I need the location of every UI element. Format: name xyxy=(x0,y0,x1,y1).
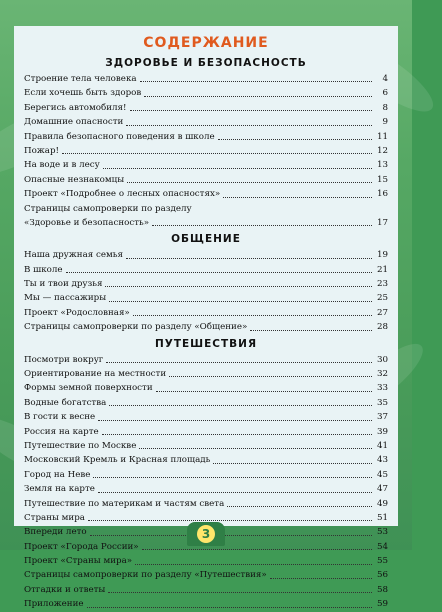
toc-entry-page: 19 xyxy=(376,250,388,261)
dot-leader xyxy=(102,434,372,435)
toc-entry-title: Город на Неве xyxy=(24,469,91,480)
toc-entry-page: 13 xyxy=(376,160,388,171)
dot-leader xyxy=(98,492,372,493)
toc-entry[interactable] xyxy=(24,306,388,320)
toc-entry[interactable] xyxy=(24,554,388,568)
toc-entry[interactable] xyxy=(24,367,388,381)
toc-entry[interactable] xyxy=(24,353,388,367)
toc-entry-page: 17 xyxy=(376,217,388,228)
toc-entry-page: 32 xyxy=(376,369,388,380)
toc-entry-title: Страницы самопроверки по разделу «Общение» xyxy=(24,322,248,333)
toc-entry-page: 28 xyxy=(376,322,388,333)
toc-entry[interactable] xyxy=(24,187,388,201)
toc-entry-title: Путешествие по материкам и частям света xyxy=(24,498,225,509)
dot-leader xyxy=(93,477,372,478)
toc-entry-page: 51 xyxy=(376,512,388,523)
toc-entry-page: 23 xyxy=(376,279,388,290)
toc-entry-page: 59 xyxy=(376,599,388,610)
toc-entry-page: 56 xyxy=(376,570,388,581)
dot-leader xyxy=(66,272,372,273)
toc-entry-title: Россия на карте xyxy=(24,426,99,437)
toc-entry-title: Посмотри вокруг xyxy=(24,354,104,365)
toc-entry[interactable] xyxy=(24,158,388,172)
toc-entry-title: Ориентирование на местности xyxy=(24,369,167,380)
dot-leader xyxy=(144,96,372,97)
toc-entry[interactable] xyxy=(24,396,388,410)
section-heading: ЗДОРОВЬЕ И БЕЗОПАСНОСТЬ xyxy=(105,57,307,69)
dot-leader xyxy=(227,506,372,507)
dot-leader xyxy=(223,197,372,198)
toc-entry-page: 41 xyxy=(376,440,388,451)
toc-entry-page: 45 xyxy=(376,469,388,480)
toc-entry-page: 9 xyxy=(382,117,388,128)
toc-entry[interactable] xyxy=(24,497,388,511)
dot-leader xyxy=(90,535,372,536)
toc-entry-title: Берегись автомобиля! xyxy=(24,102,127,113)
toc-entry[interactable] xyxy=(24,410,388,424)
toc-entry-page: 11 xyxy=(376,131,388,142)
toc-entry-title: В школе xyxy=(24,264,63,275)
dot-leader xyxy=(98,420,372,421)
dot-leader xyxy=(169,376,372,377)
toc-entry-title: Московский Кремль и Красная площадь xyxy=(24,455,211,466)
toc-entry[interactable] xyxy=(24,144,388,158)
toc-entry-page: 30 xyxy=(376,354,388,365)
toc-entry-title: Ты и твои друзья xyxy=(24,279,103,290)
toc-entry[interactable] xyxy=(24,583,388,597)
toc-entry-page: 8 xyxy=(382,102,388,113)
toc-entry-title: Наша дружная семья xyxy=(24,250,123,261)
toc-entry-page: 25 xyxy=(376,293,388,304)
toc-entry-title: Водные богатства xyxy=(24,397,107,408)
dot-leader xyxy=(108,592,372,593)
toc-entry[interactable] xyxy=(24,72,388,86)
toc-entry[interactable] xyxy=(24,86,388,100)
toc-entry-title: Страницы самопроверки по разделу «Путешествия» xyxy=(24,570,267,581)
dot-leader xyxy=(105,286,372,287)
toc-entry-page: 12 xyxy=(376,145,388,156)
dot-leader xyxy=(62,153,372,154)
toc-entry[interactable] xyxy=(24,277,388,291)
toc-entry-title: Впереди лето xyxy=(24,527,87,538)
dot-leader xyxy=(218,139,372,140)
toc-entry[interactable] xyxy=(24,291,388,305)
dot-leader xyxy=(213,463,372,464)
toc-entry-page: 39 xyxy=(376,426,388,437)
toc-entry-title: Если хочешь быть здоров xyxy=(24,88,142,99)
toc-entry-page: 55 xyxy=(376,556,388,567)
toc-entry-title: Путешествие по Москве xyxy=(24,440,137,451)
toc-entry[interactable] xyxy=(24,453,388,467)
toc-entry[interactable] xyxy=(24,597,388,611)
dot-leader xyxy=(103,168,372,169)
toc-entry[interactable] xyxy=(24,482,388,496)
toc-entry-page: 54 xyxy=(376,541,388,552)
toc-entry[interactable] xyxy=(24,115,388,129)
toc-entry-title: Приложение xyxy=(24,599,84,610)
toc-entry-title: Проект «Подробнее о лесных опасностях» xyxy=(24,189,221,200)
dot-leader xyxy=(126,258,372,259)
toc-entry-title: Пожар! xyxy=(24,145,60,156)
page-title: СОДЕРЖАНИЕ xyxy=(143,35,269,51)
toc-entry-page: 35 xyxy=(376,397,388,408)
contents-panel xyxy=(14,26,398,610)
section-heading: ПУТЕШЕСТВИЯ xyxy=(154,337,258,350)
dot-leader xyxy=(126,125,372,126)
dot-leader xyxy=(152,225,372,226)
toc-entry-page: 6 xyxy=(382,88,388,99)
toc-entry[interactable] xyxy=(24,439,388,453)
toc-entry-title: Правила безопасного поведения в школе xyxy=(24,131,215,142)
toc-entry[interactable] xyxy=(24,248,388,262)
toc-entry-page: 4 xyxy=(382,73,388,84)
toc-entry-title: Проект «Города России» xyxy=(24,541,139,552)
toc-entry-page: 53 xyxy=(376,527,388,538)
toc-entry-title: Формы земной поверхности xyxy=(24,383,153,394)
toc-entry[interactable] xyxy=(24,569,388,583)
toc-entry-title: Страницы самопроверки по разделу xyxy=(24,203,192,214)
toc-entry[interactable] xyxy=(24,468,388,482)
toc-entry-page: 37 xyxy=(376,412,388,423)
dot-leader xyxy=(250,330,372,331)
toc-entry[interactable] xyxy=(24,216,388,230)
toc-entry-title: Земля на карте xyxy=(24,484,95,495)
toc-entry-title: Домашние опасности xyxy=(24,117,124,128)
toc-entry-page: 58 xyxy=(376,584,388,595)
toc-entry-title: Строение тела человека xyxy=(24,73,137,84)
toc-entry-title: В гости к весне xyxy=(24,412,96,423)
toc-entry-page: 47 xyxy=(376,484,388,495)
toc-entry-title: Страны мира xyxy=(24,512,85,523)
dot-leader xyxy=(142,549,372,550)
toc-entry-page: 21 xyxy=(376,264,388,275)
dot-leader xyxy=(135,564,372,565)
toc-entry-title: Опасные незнакомцы xyxy=(24,174,125,185)
toc-entry-title: Отгадки и ответы xyxy=(24,584,106,595)
dot-leader xyxy=(133,315,372,316)
toc-entry[interactable] xyxy=(24,263,388,277)
toc-entry[interactable] xyxy=(24,320,388,334)
toc-entry[interactable] xyxy=(24,173,388,187)
dot-leader xyxy=(270,578,372,579)
toc-entry[interactable] xyxy=(24,101,388,115)
toc-entry-page: 15 xyxy=(376,174,388,185)
dot-leader xyxy=(88,520,372,521)
toc-entry[interactable] xyxy=(24,381,388,395)
dot-leader xyxy=(140,81,372,82)
toc-entry-title: «Здоровье и безопасность» xyxy=(24,217,150,228)
toc-entry[interactable] xyxy=(24,202,388,216)
toc-entry[interactable] xyxy=(24,130,388,144)
toc-entry-title: Проект «Родословная» xyxy=(24,307,130,318)
dot-leader xyxy=(106,362,372,363)
dot-leader xyxy=(87,607,372,608)
toc-entry-page: 16 xyxy=(376,189,388,200)
dot-leader xyxy=(109,301,372,302)
dot-leader xyxy=(130,110,372,111)
dot-leader xyxy=(109,405,372,406)
toc-entry-title: На воде и в лесу xyxy=(24,160,100,171)
dot-leader xyxy=(139,448,372,449)
toc-entry-page: 33 xyxy=(376,383,388,394)
toc-entry[interactable] xyxy=(24,425,388,439)
toc-entry-title: Мы — пассажиры xyxy=(24,293,107,304)
page-number: 3 xyxy=(197,525,215,543)
toc-entry-page: 49 xyxy=(376,498,388,509)
toc-entry-page: 43 xyxy=(376,455,388,466)
section-heading: ОБЩЕНИЕ xyxy=(171,233,241,246)
toc-entry-title: Проект «Страны мира» xyxy=(24,556,133,567)
toc-entry-page: 27 xyxy=(376,307,388,318)
dot-leader xyxy=(127,182,372,183)
page-number-badge xyxy=(187,522,225,546)
dot-leader xyxy=(156,391,372,392)
